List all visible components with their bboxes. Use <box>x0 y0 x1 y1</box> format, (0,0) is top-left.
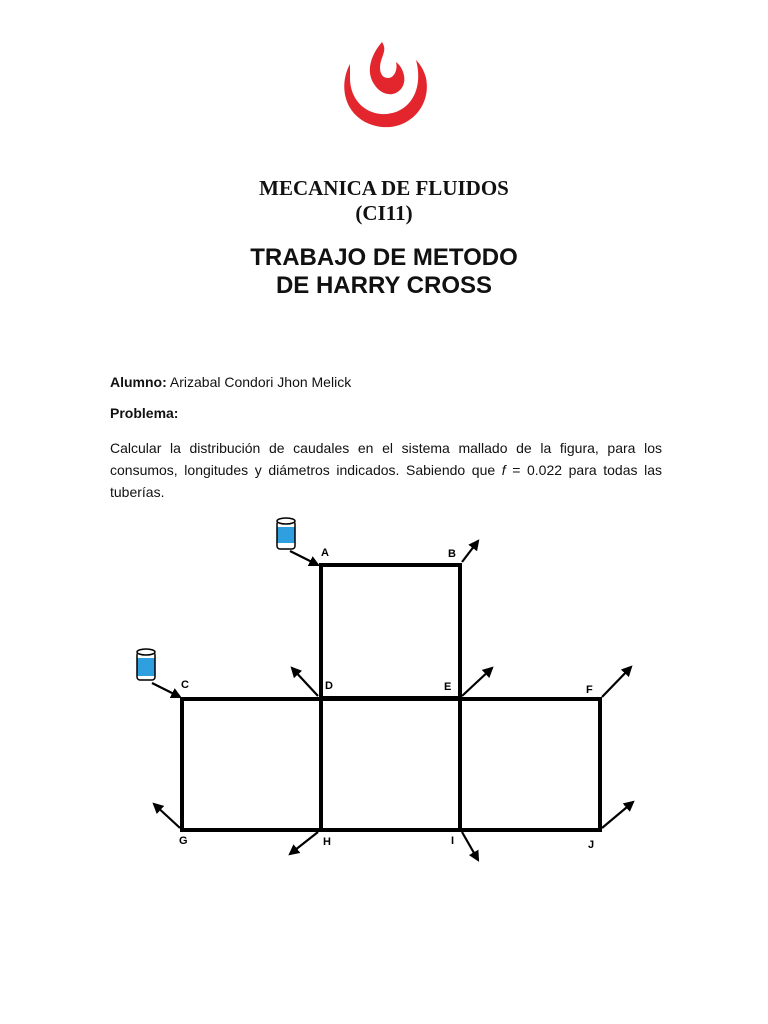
node-label-b: B <box>448 548 456 560</box>
outflow-arrow-j <box>602 802 633 828</box>
inflow-arrow-a <box>290 551 318 565</box>
student-line <box>110 371 662 393</box>
node-label-i: I <box>451 835 455 847</box>
logo-flame <box>370 42 405 94</box>
node-label-a: A <box>321 547 329 559</box>
outflow-arrow-e <box>462 668 492 696</box>
node-label-g: G <box>179 835 188 847</box>
logo-ring <box>344 60 427 127</box>
pipe-loop-left <box>182 699 321 830</box>
university-logo <box>336 38 436 130</box>
node-label-j: J <box>588 839 595 851</box>
course-code: (CI11) <box>355 201 413 225</box>
problem-statement <box>110 437 662 503</box>
pipe-loop-right <box>460 699 600 830</box>
outflow-arrow-f <box>602 667 631 697</box>
outflow-arrow-h <box>290 832 318 854</box>
pipe-network-diagram <box>0 500 768 880</box>
problem-text-before: Calcular la distribución de caudales en el sistema mallado de la figura, para los consumos, longitudes y diámetros indicados. Sabiendo que <box>110 440 662 478</box>
node-label-e: E <box>444 681 452 693</box>
pipe-loop-top <box>321 565 460 698</box>
node-label-c: C <box>181 679 189 691</box>
work-title-line-2: DE HARRY CROSS <box>275 272 493 299</box>
problem-text-after: = 0.022 para todas las tuberías. <box>110 462 662 500</box>
node-label-h: H <box>323 836 331 848</box>
pipe-loop-center <box>321 699 460 830</box>
inflow-arrow-c <box>152 683 180 697</box>
outflow-arrow-i <box>462 832 478 860</box>
outflow-arrow-g <box>154 804 180 828</box>
tank-icon-c <box>137 649 155 680</box>
outflow-arrow-b <box>462 541 478 562</box>
problem-label: Problema: <box>110 405 179 421</box>
outflow-arrow-d <box>292 668 318 696</box>
work-title-line-1: TRABAJO DE METODO <box>250 244 518 271</box>
node-label-f: F <box>586 684 593 696</box>
student-name: Arizabal Condori Jhon Melick <box>169 374 352 390</box>
student-label: Alumno: <box>110 374 167 390</box>
friction-factor-symbol: f <box>501 462 506 478</box>
course-name: MECANICA DE FLUIDOS <box>259 176 509 200</box>
tank-icon-a <box>277 518 295 549</box>
node-label-d: D <box>325 680 333 692</box>
